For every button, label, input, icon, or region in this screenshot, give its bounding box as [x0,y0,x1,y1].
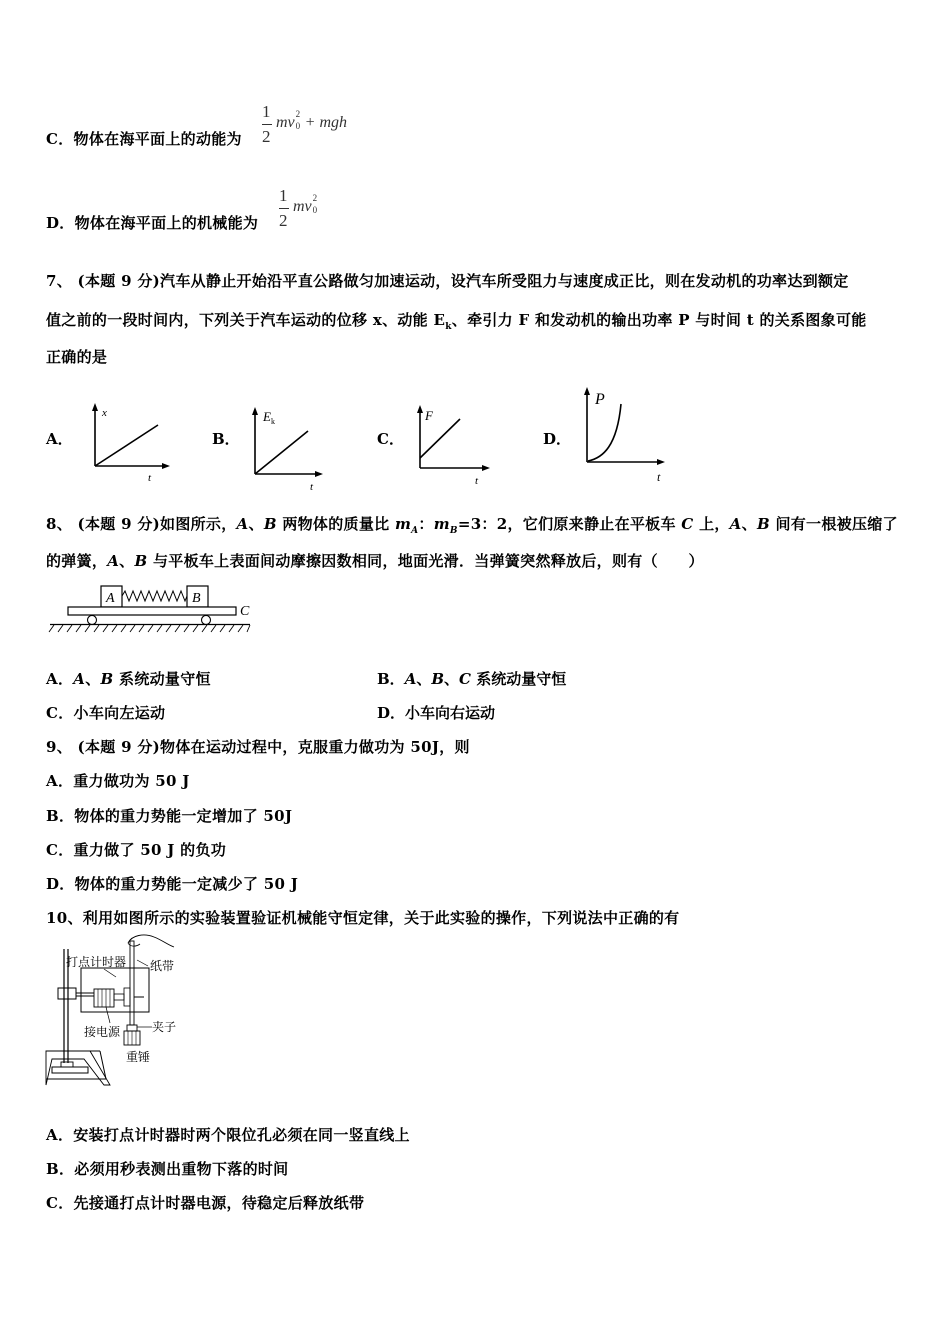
q7-stem-line1: 7、 (本题 9 分)汽车从静止开始沿平直公路做匀加速运动，设汽车所受阻力与速度成正比，则在发动机的功率达到额定 [46,272,849,290]
q7-graph-b-xlabel: t [310,481,314,493]
q7-graph-d-label[interactable]: D． [543,430,572,448]
q7-graph-a-xlabel: t [148,472,152,484]
q7-graph-b-label[interactable]: B． [212,430,240,448]
q7-graph-a-ylabel: x [102,407,107,419]
cart-plate [68,607,236,615]
q7-graph-d[interactable] [573,384,673,488]
q6-d-formula: 1 2 mv 2 0 [279,186,318,230]
block-a-label: A [106,591,115,606]
label-weight: 重锤 [126,1050,151,1064]
q7-graph-c[interactable] [405,402,495,492]
q9-stem: 9、 (本题 9 分)物体在运动过程中，克服重力做功为 50J，则 [46,738,470,756]
label-power: 接电源 [84,1025,121,1039]
q8-stem-line1: 8、 (本题 9 分)如图所示，A、B 两物体的质量比 $m_A$：$m_B=3$：2，它们原来静止在平板车 C 上，A、B 间有一根被压缩了 [46,515,898,536]
q9-option-b[interactable]: B．物体的重力势能一定增加了 50J [46,807,293,825]
q7-graph-d-xlabel: t [657,470,661,484]
cart-wheel-right [202,616,211,625]
q7-graph-d-ylabel: P [595,391,605,408]
block-b-label: B [192,591,201,606]
q7-graph-b-ysub: k [271,417,275,426]
q7-stem-line3: 正确的是 [46,348,108,366]
q9-option-c[interactable]: C．重力做了 50 J 的负功 [46,841,227,859]
q10-option-c[interactable]: C．先接通打点计时器电源，待稳定后释放纸带 [46,1194,365,1212]
q10-apparatus-figure [44,935,214,1095]
q8-option-a[interactable]: A．A、B 系统动量守恒 [46,670,211,688]
q10-stem: 10、利用如图所示的实验装置验证机械能守恒定律，关于此实验的操作，下列说法中正确的有 [46,909,680,927]
q7-graph-a[interactable] [80,400,170,490]
label-tape: 纸带 [150,959,175,973]
q7-graph-c-line [420,419,460,458]
q9-option-d[interactable]: D．物体的重力势能一定减少了 50 J [46,875,299,893]
q7-graph-b-line [255,431,308,474]
q7-graph-d-curve [588,404,621,461]
q7-graph-a-line [95,425,158,466]
q7-graph-b-ylabel: E [263,409,271,424]
label-clip: 夹子 [152,1020,177,1034]
spring [122,591,187,601]
q7-graph-c-xlabel: t [475,475,479,487]
cart-wheel-left [88,616,97,625]
q7-graph-b[interactable] [240,404,330,496]
q8-figure [46,582,261,634]
q7-graph-c-label[interactable]: C． [377,430,404,448]
q7-graph-a-label[interactable]: A． [46,430,73,448]
q8-option-b[interactable]: B．A、B、C 系统动量守恒 [377,670,567,688]
q7-stem-line2: 值之前的一段时间内，下列关于汽车运动的位移 x、动能 $E_k$、牵引力 F 和发动机的输出功率 P 与时间 t 的关系图象可能 [46,311,867,332]
q8-option-d[interactable]: D．小车向右运动 [377,704,496,722]
label-timer: 打点计时器 [66,955,127,969]
q10-option-b[interactable]: B．必须用秒表测出重物下落的时间 [46,1160,289,1178]
cart-label: C [240,604,250,619]
q8-stem-line2: 的弹簧，A、B 与平板车上表面间动摩擦因数相同，地面光滑．当弹簧突然释放后，则有（ ） [46,552,704,570]
q9-option-a[interactable]: A．重力做功为 50 J [46,772,190,790]
q6-option-c[interactable]: C．物体在海平面上的动能为 [46,130,242,148]
q8-option-c[interactable]: C．小车向左运动 [46,704,166,722]
q6-option-d[interactable]: D．物体在海平面上的机械能为 [46,214,259,232]
q7-graph-c-ylabel: F [425,408,433,423]
q10-option-a[interactable]: A．安装打点计时器时两个限位孔必须在同一竖直线上 [46,1126,410,1144]
q6-c-formula: 1 2 mv 2 0 + mgh [262,102,348,146]
